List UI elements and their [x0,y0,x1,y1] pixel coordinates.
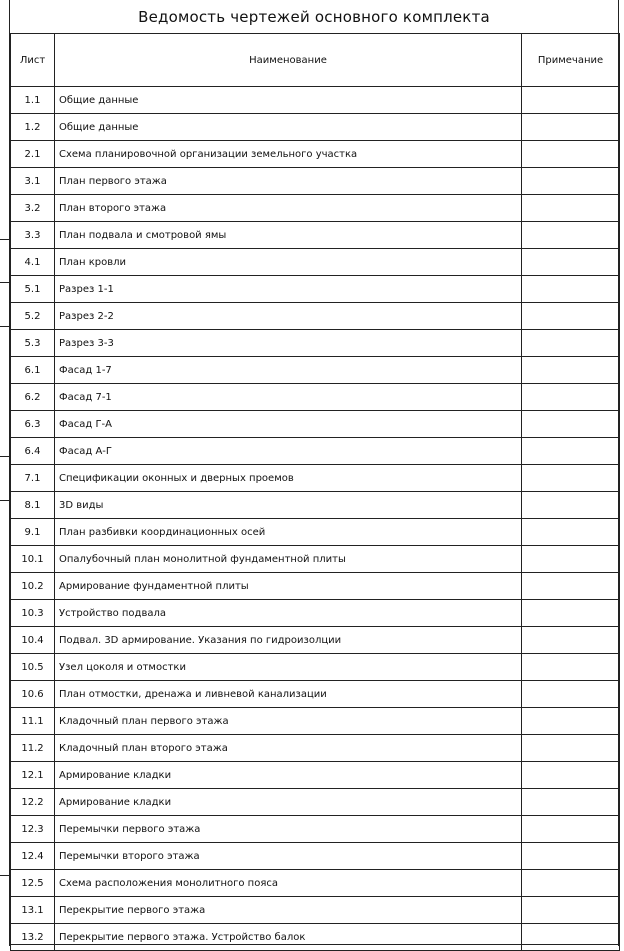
table-row [11,195,620,222]
table-row [11,114,620,141]
note-cell [522,843,620,870]
note-cell [522,870,620,897]
note-cell [522,897,620,924]
drawings-list-table [10,33,620,951]
table-row [11,816,620,843]
sheet-name-cell: Армирование фундаментной плиты [55,573,522,600]
sheet-number-cell: 10.3 [11,600,55,627]
note-cell [522,87,620,114]
sheet-number-cell: 10.4 [11,627,55,654]
sheet-name-cell: Перекрытие первого этажа [55,897,522,924]
sheet-name-cell: Фасад Г-А [55,411,522,438]
sheet-number-cell: 5.1 [11,276,55,303]
note-cell [522,735,620,762]
note-cell [522,924,620,951]
sheet-number-cell: 2.1 [11,141,55,168]
table-header-row [11,34,620,87]
note-cell [522,330,620,357]
note-cell [522,249,620,276]
sheet-name-cell: План отмостки, дренажа и ливневой канализации [55,681,522,708]
sheet-number-cell: 4.1 [11,249,55,276]
sheet-name-cell: Фасад А-Г [55,438,522,465]
frame-tick [0,326,9,327]
sheet-name-cell: План первого этажа [55,168,522,195]
sheet-number-cell: 12.2 [11,789,55,816]
sheet-name-cell: Схема планировочной организации земельного участка [55,141,522,168]
table-row [11,762,620,789]
sheet-number-cell: 9.1 [11,519,55,546]
note-cell [522,789,620,816]
sheet-number-cell: 5.2 [11,303,55,330]
sheet-number-cell: 6.2 [11,384,55,411]
note-cell [522,384,620,411]
note-cell [522,357,620,384]
drawing-sheet [9,0,619,946]
table-row [11,735,620,762]
sheet-name-cell: Спецификации оконных и дверных проемов [55,465,522,492]
sheet-number-cell: 10.1 [11,546,55,573]
note-cell [522,303,620,330]
table-row [11,708,620,735]
sheet-name-cell: Фасад 7-1 [55,384,522,411]
table-row [11,87,620,114]
table-row [11,222,620,249]
table-row [11,168,620,195]
sheet-number-cell: 10.2 [11,573,55,600]
table-row [11,438,620,465]
note-cell [522,546,620,573]
table-row [11,600,620,627]
table-row [11,492,620,519]
sheet-number-cell: 6.1 [11,357,55,384]
table-row [11,573,620,600]
table-row [11,141,620,168]
table-row [11,276,620,303]
note-cell [522,168,620,195]
sheet-name-cell: Разрез 1-1 [55,276,522,303]
sheet-number-cell: 3.2 [11,195,55,222]
table-row [11,330,620,357]
sheet-name-cell: Перемычки второго этажа [55,843,522,870]
header-sheet: Лист [11,34,55,87]
sheet-number-cell: 6.3 [11,411,55,438]
table-row [11,627,620,654]
table-row [11,384,620,411]
table-row [11,519,620,546]
note-cell [522,222,620,249]
sheet-number-cell: 11.1 [11,708,55,735]
sheet-name-cell: Подвал. 3D армирование. Указания по гидроизолции [55,627,522,654]
frame-tick [0,500,9,501]
note-cell [522,627,620,654]
note-cell [522,141,620,168]
frame-tick [0,239,9,240]
sheet-name-cell: Узел цоколя и отмостки [55,654,522,681]
note-cell [522,654,620,681]
sheet-name-cell: Армирование кладки [55,789,522,816]
sheet-number-cell: 3.1 [11,168,55,195]
sheet-name-cell: 3D виды [55,492,522,519]
sheet-name-cell: Устройство подвала [55,600,522,627]
sheet-name-cell: Кладочный план первого этажа [55,708,522,735]
table-row [11,924,620,951]
sheet-number-cell: 10.6 [11,681,55,708]
sheet-number-cell: 6.4 [11,438,55,465]
note-cell [522,465,620,492]
document-title: Ведомость чертежей основного комплекта [138,8,490,26]
sheet-name-cell: Кладочный план второго этажа [55,735,522,762]
sheet-number-cell: 5.3 [11,330,55,357]
sheet-name-cell: Разрез 3-3 [55,330,522,357]
sheet-name-cell: Опалубочный план монолитной фундаментной плиты [55,546,522,573]
frame-tick [0,282,9,283]
sheet-number-cell: 12.4 [11,843,55,870]
sheet-number-cell: 13.2 [11,924,55,951]
sheet-name-cell: Разрез 2-2 [55,303,522,330]
sheet-name-cell: План второго этажа [55,195,522,222]
table-row [11,465,620,492]
table-row [11,870,620,897]
sheet-number-cell: 1.1 [11,87,55,114]
sheet-name-cell: Общие данные [55,87,522,114]
table-row [11,897,620,924]
sheet-name-cell: Схема расположения монолитного пояса [55,870,522,897]
sheet-number-cell: 1.2 [11,114,55,141]
table-row [11,546,620,573]
sheet-name-cell: Общие данные [55,114,522,141]
note-cell [522,276,620,303]
table-row [11,681,620,708]
note-cell [522,816,620,843]
sheet-number-cell: 7.1 [11,465,55,492]
sheet-name-cell: План разбивки координационных осей [55,519,522,546]
table-row [11,654,620,681]
header-note: Примечание [522,34,620,87]
note-cell [522,573,620,600]
sheet-number-cell: 12.1 [11,762,55,789]
note-cell [522,438,620,465]
table-row [11,411,620,438]
note-cell [522,114,620,141]
note-cell [522,708,620,735]
sheet-name-cell: План кровли [55,249,522,276]
sheet-number-cell: 12.5 [11,870,55,897]
note-cell [522,762,620,789]
note-cell [522,195,620,222]
note-cell [522,492,620,519]
sheet-name-cell: Армирование кладки [55,762,522,789]
note-cell [522,519,620,546]
sheet-bottom-border [10,944,618,945]
sheet-number-cell: 8.1 [11,492,55,519]
note-cell [522,681,620,708]
table-row [11,249,620,276]
sheet-name-cell: Перемычки первого этажа [55,816,522,843]
sheet-number-cell: 12.3 [11,816,55,843]
table-row [11,357,620,384]
sheet-name-cell: План подвала и смотровой ямы [55,222,522,249]
frame-tick [0,875,9,876]
frame-tick [0,456,9,457]
note-cell [522,600,620,627]
sheet-number-cell: 3.3 [11,222,55,249]
sheet-number-cell: 13.1 [11,897,55,924]
sheet-name-cell: Фасад 1-7 [55,357,522,384]
sheet-name-cell: Перекрытие первого этажа. Устройство балок [55,924,522,951]
sheet-number-cell: 11.2 [11,735,55,762]
note-cell [522,411,620,438]
table-row [11,843,620,870]
sheet-number-cell: 10.5 [11,654,55,681]
table-row [11,789,620,816]
header-name: Наименование [55,34,522,87]
table-row [11,303,620,330]
